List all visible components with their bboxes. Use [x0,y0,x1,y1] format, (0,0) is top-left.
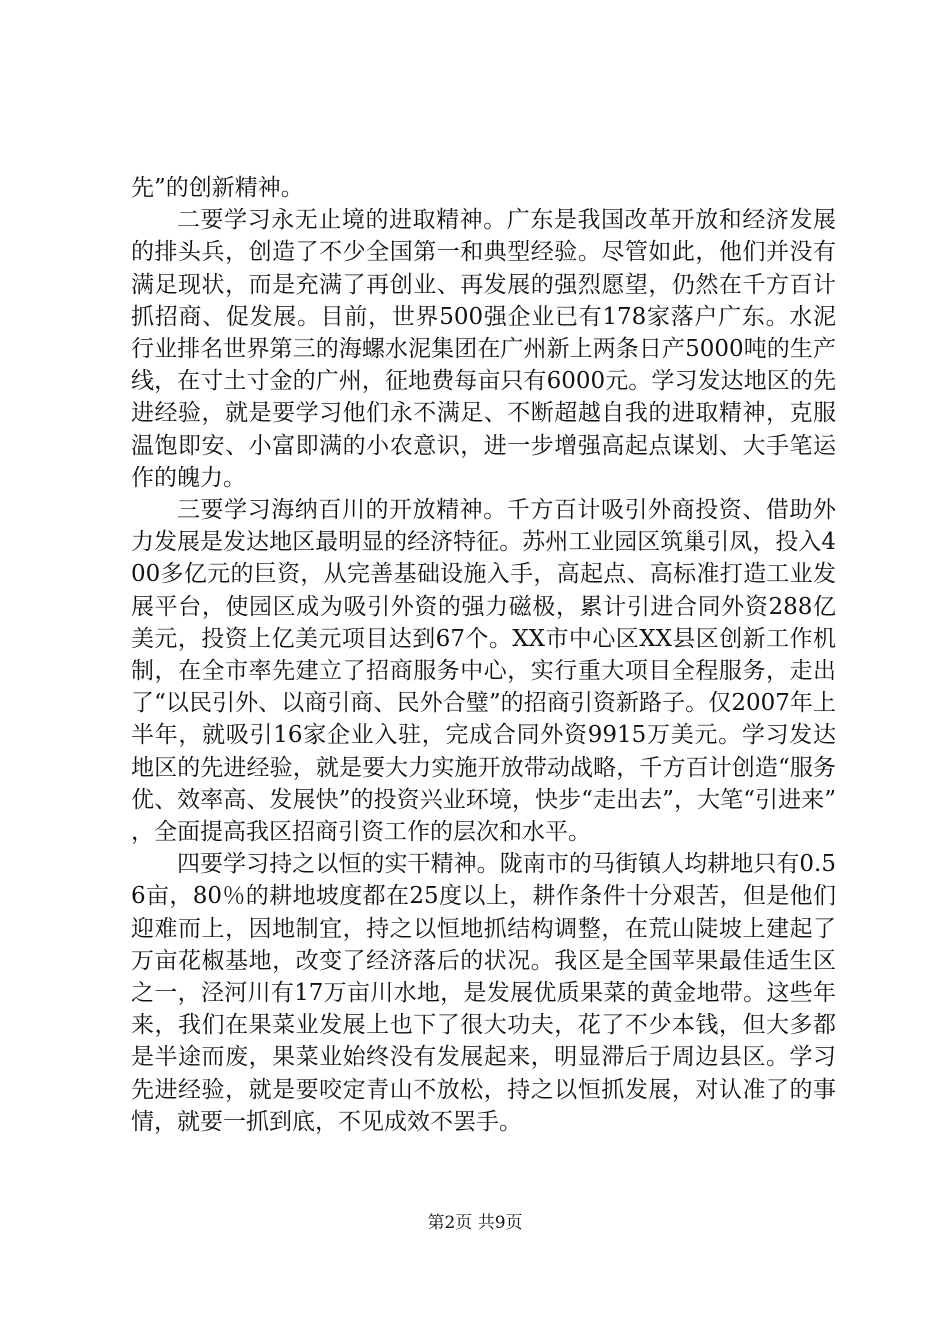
paragraph-enterprising-spirit: 二要学习永无止境的进取精神。广东是我国改革开放和经济发展的排头兵，创造了不少全国第一和典型经验。尽管如此，他们并没有满足现状，而是充满了再创业、再发展的强烈愿望，仍然在千方百计抓招商、促发展。目前，世界500强企业已有178家落户广东。水泥行业排名世界第三的海螺水泥集团在广州新上两条日产5000吨的生产线，在寸土寸金的广州，征地费每亩只有6000元。学习发达地区的先进经验，就是要学习他们永不满足、不断超越自我的进取精神，克服温饱即安、小富即满的小农意识，进一步增强高起点谋划、大手笔运作的魄力。 [131,207,836,491]
paragraph-continuation: 先”的创新精神。 [131,175,304,201]
paragraph-openness-spirit: 三要学习海纳百川的开放精神。千方百计吸引外商投资、借助外力发展是发达地区最明显的经济特征。苏州工业园区筑巢引凤，投入400多亿元的巨资，从完善基础设施入手，高起点、高标准打造工业发展平台，使园区成为吸引外资的强力磁极，累计引进合同外资288亿美元，投资上亿美元项目达到67个。XX市中心区XX县区创新工作机制，在全市率先建立了招商服务中心，实行重大项目全程服务，走出了“以民引外、以商引商、民外合璧”的招商引资新路子。仅2007年上半年，就吸引16家企业入驻，完成合同外资9915万美元。学习发达地区的先进经验，就是要大力实施开放带动战略，千方百计创造“服务优、效率高、发展快”的投资兴业环境，快步“走出去”，大笔“引进来”，全面提高我区招商引资工作的层次和水平。 [131,497,836,846]
page-number-footer: 第2页 共9页 [427,1213,523,1233]
paragraph-perseverance-spirit: 四要学习持之以恒的实干精神。陇南市的马街镇人均耕地只有0.56亩，80％的耕地坡度都在25度以上，耕作条件十分艰苦，但是他们迎难而上，因地制宜，持之以恒地抓结构调整，在荒山陡坡上建起了万亩花椒基地，改变了经济落后的状况。我区是全国苹果最佳适生区之一，泾河川有17万亩川水地，是发展优质果菜的黄金地带。这些年来，我们在果菜业发展上也下了很大功夫，花了不少本钱，但大多都是半途而废，果菜业始终没有发展起来，明显滞后于周边县区。学习先进经验，就是要咬定青山不放松，持之以恒抓发展，对认准了的事情，就要一抓到底，不见成效不罢手。 [131,851,836,1135]
document-body [131,172,836,1138]
